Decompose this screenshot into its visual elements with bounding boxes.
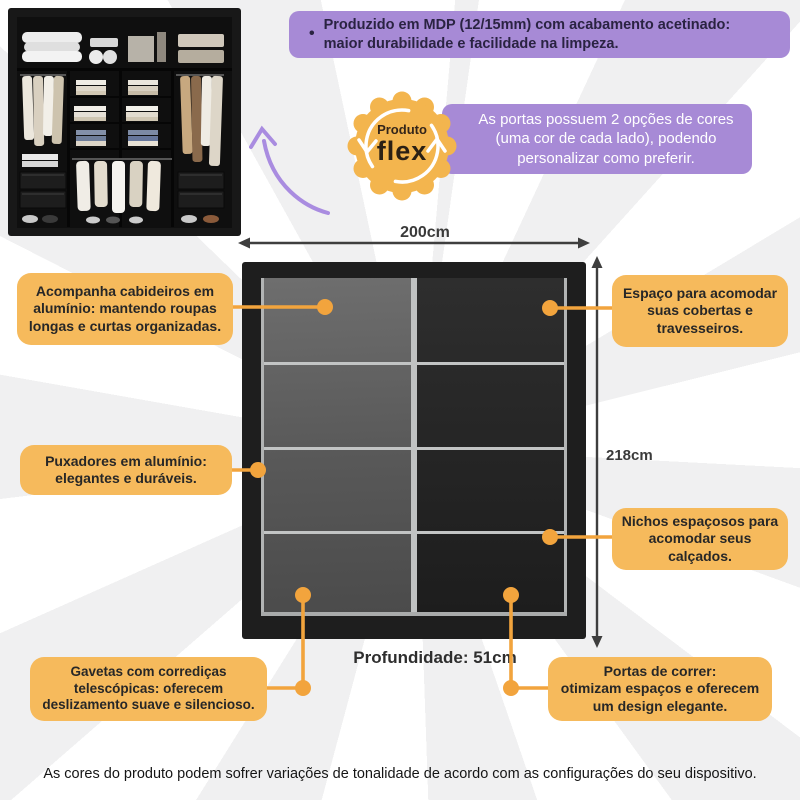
aluminum-strip-center [411, 278, 417, 612]
callout-gavetas [30, 657, 267, 721]
flex-badge-line1: Produto [377, 122, 427, 137]
callout-puxadores [20, 445, 232, 495]
wardrobe-interior-photo [8, 8, 241, 236]
height-dimension-label: 218cm [606, 447, 653, 464]
material-banner-text: Produzido em MDP (12/15mm) com acabamento acetinado: maior durabilidade e facilidade na limpeza. [323, 16, 731, 52]
callout-portas-text: Portas de correr: otimizam espaços e oferecem um design elegante. [560, 662, 760, 714]
callout-cabideiros-text: Acompanha cabideiros em alumínio: mantendo roupas longas e curtas organizadas. [28, 282, 222, 334]
wardrobe-photo-graphic [8, 8, 241, 236]
callout-puxadores-text: Puxadores em alumínio: elegantes e duráveis. [45, 452, 207, 486]
callout-cobertas-text: Espaço para acomodar suas cobertas e travesseiros. [622, 284, 778, 336]
purple-arrow-icon [251, 129, 328, 213]
aluminum-strip-right [564, 278, 567, 612]
flex-banner [442, 104, 752, 174]
door-left [261, 278, 414, 612]
wardrobe-doors [261, 278, 567, 616]
callout-nichos [612, 508, 788, 570]
aluminum-strip-left [261, 278, 264, 612]
callout-nichos-text: Nichos espaçosos para acomodar seus calçados. [621, 512, 779, 564]
wardrobe-diagram [242, 262, 586, 639]
color-disclaimer-text: As cores do produto podem sofrer variações de tonalidade de acordo com as configurações do seu dispositivo. [43, 766, 757, 782]
material-banner [289, 11, 790, 58]
width-dimension-label: 200cm [400, 224, 450, 241]
flex-banner-text: As portas possuem 2 opções de cores (uma cor de cada lado), podendo personalizar como preferir. [478, 110, 734, 167]
door-right [414, 278, 567, 612]
callout-cobertas [612, 275, 788, 347]
depth-dimension-label: Profundidade: 51cm [353, 648, 517, 667]
aluminum-rail-bottom [261, 612, 567, 616]
flex-badge-line2: flex [376, 136, 428, 166]
callout-gavetas-text: Gavetas com corrediças telescópicas: oferecem deslizamento suave e silencioso. [42, 663, 255, 713]
callout-portas [548, 657, 772, 721]
banner-bullet: • [309, 25, 315, 43]
height-dimension-arrow [592, 256, 603, 648]
produto-flex-badge [347, 91, 457, 201]
callout-cabideiros [17, 273, 233, 345]
